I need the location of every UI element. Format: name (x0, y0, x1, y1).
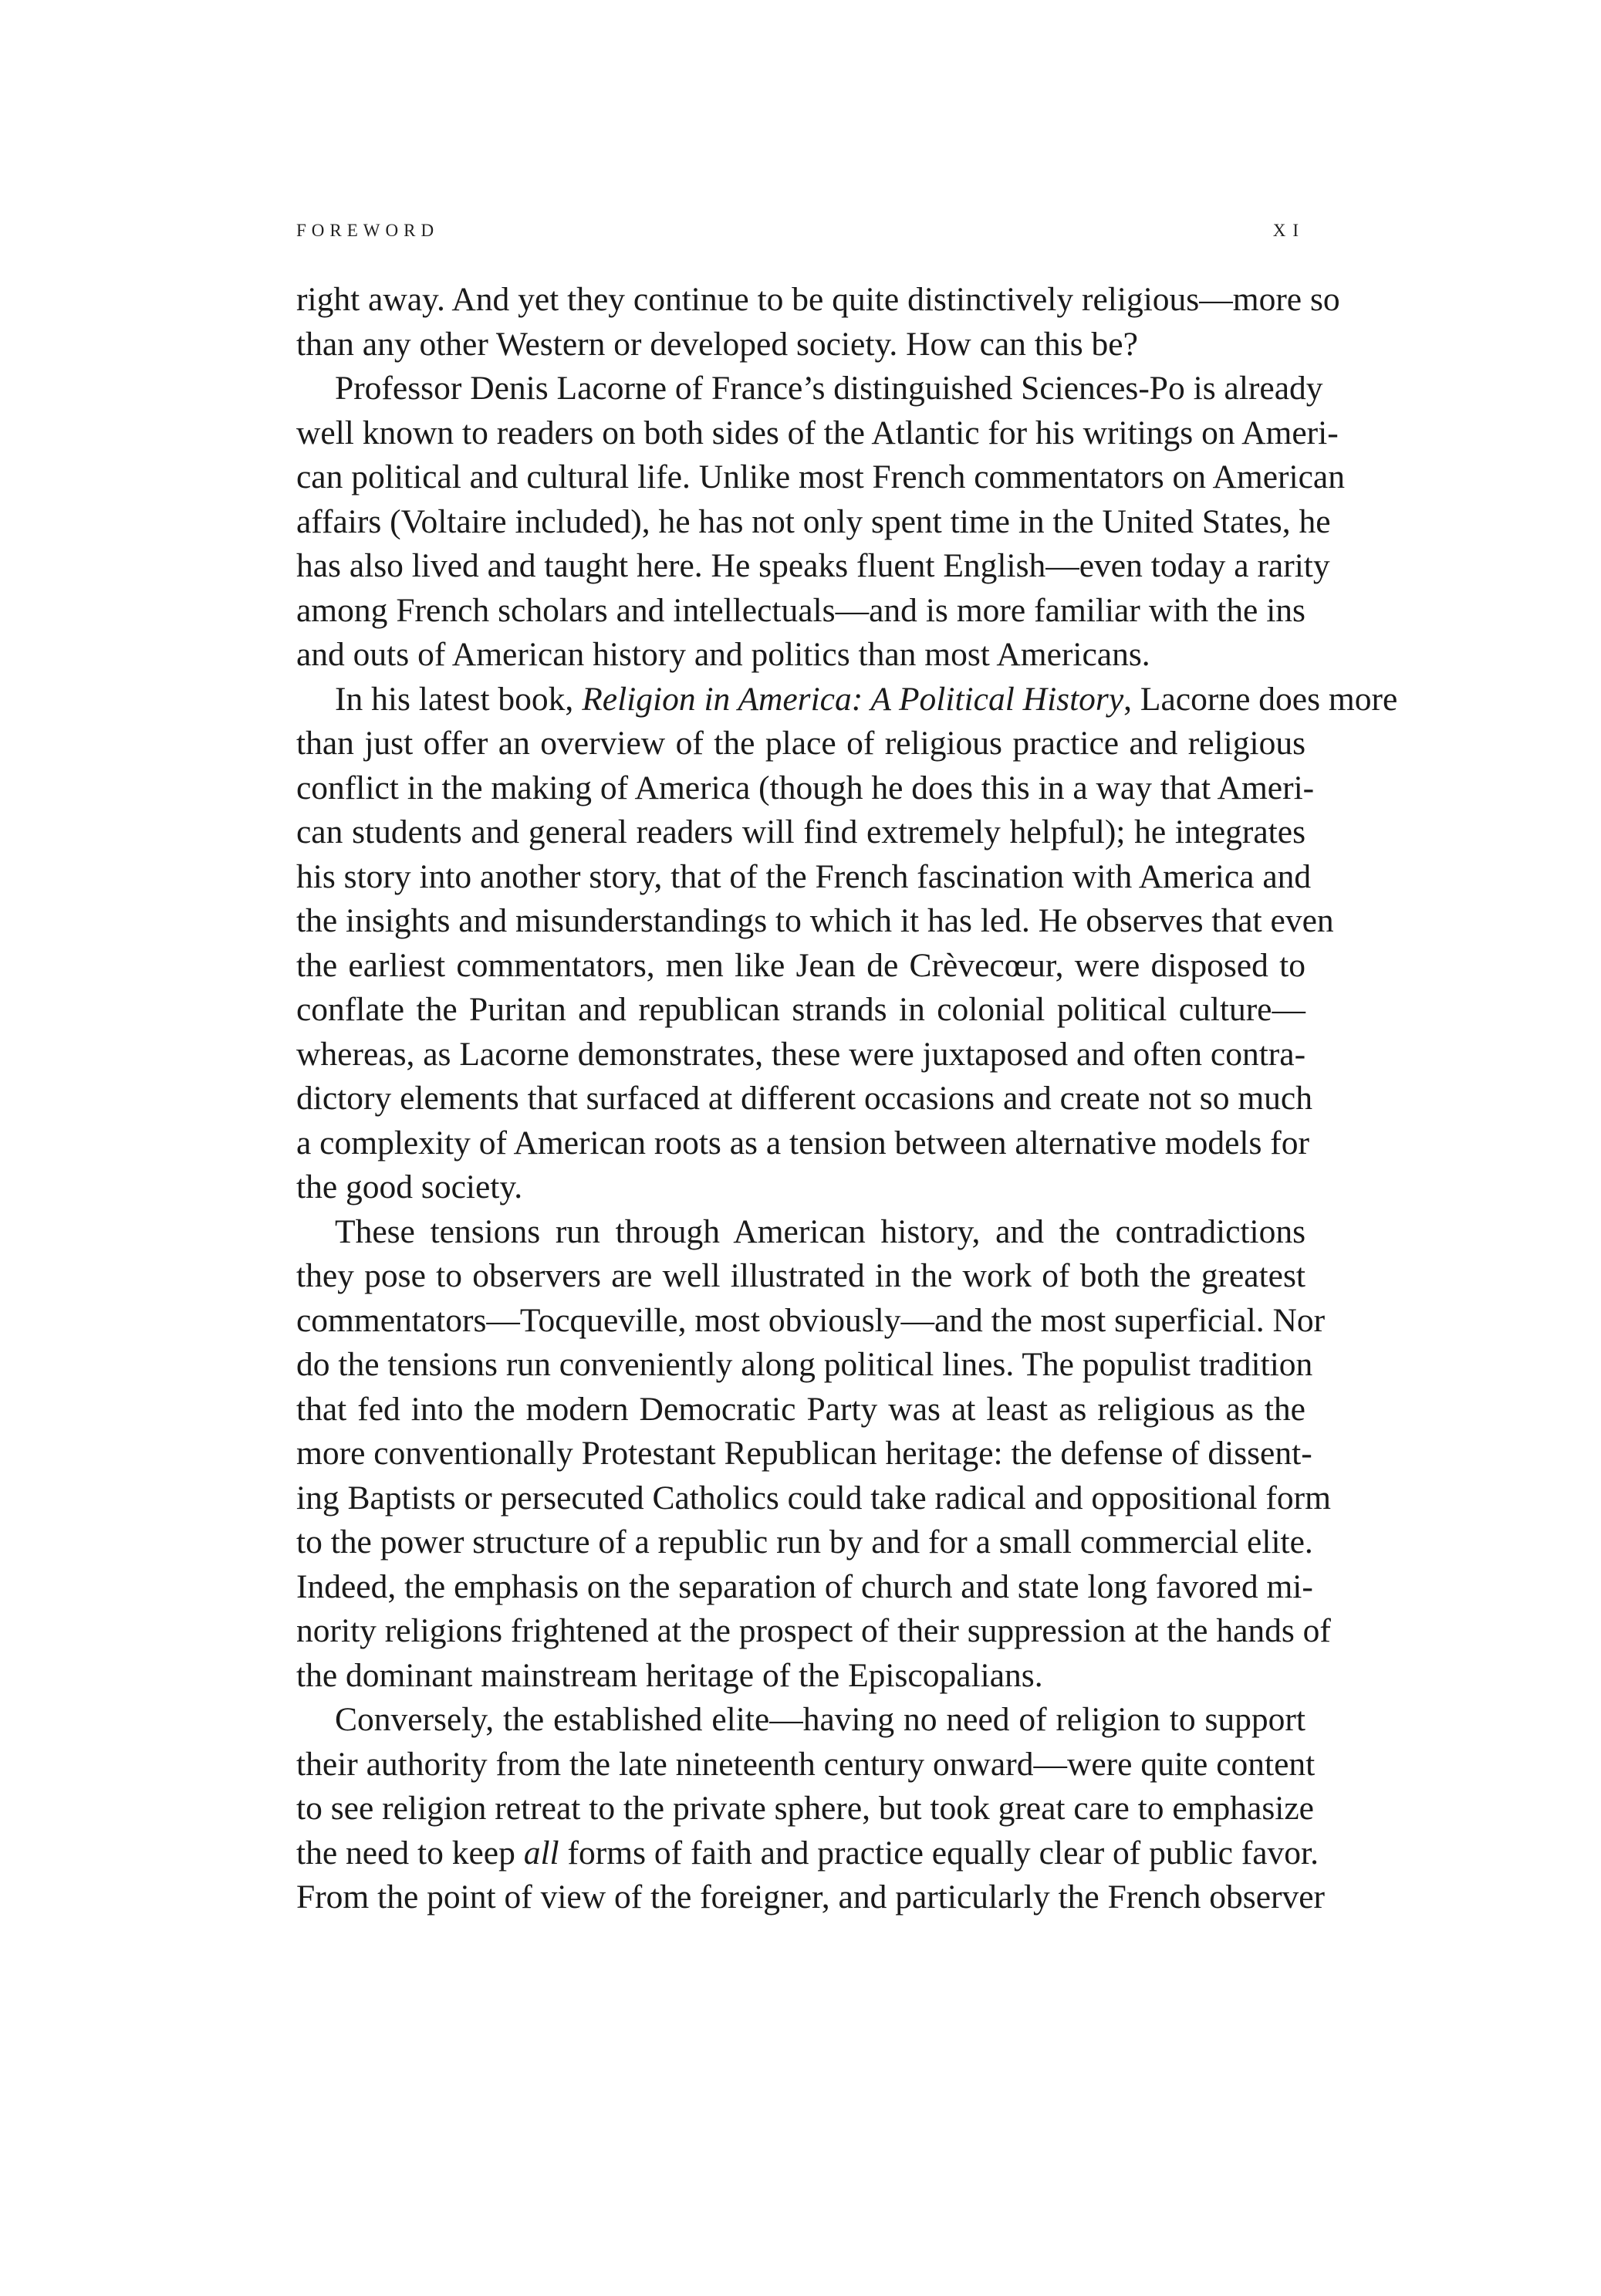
paragraph (296, 278, 1340, 367)
text-line: Indeed, the emphasis on the separation of church and state long favored mi- (296, 1567, 1313, 1605)
text-run: In his latest book, (335, 680, 583, 718)
text-line: dictory elements that surfaced at different occasions and create not so much (296, 1080, 1312, 1117)
text-line: the dominant mainstream heritage of the Episcopalians. (296, 1656, 1043, 1694)
body-text (296, 278, 1398, 1920)
text-line: than just offer an overview of the place of religious practice and religious (296, 725, 1305, 762)
text-line: to the power structure of a republic run by and for a small commercial elite. (296, 1523, 1313, 1561)
text-line: From the point of view of the foreigner, and particularly the French observer (296, 1878, 1326, 1916)
text-line: These tensions run through American history, and the contradictions (335, 1212, 1305, 1250)
emphasis: all (523, 1834, 559, 1872)
text-line: whereas, as Lacorne demonstrates, these were juxtaposed and often contra- (296, 1035, 1306, 1073)
text-line: more conventionally Protestant Republican heritage: the defense of dissent- (296, 1435, 1312, 1472)
page-number: XI (1272, 221, 1305, 240)
text-line: Professor Denis Lacorne of France’s distinguished Sciences-Po is already (335, 370, 1323, 407)
paragraph (296, 1210, 1331, 1699)
text-line: do the tensions run conveniently along political lines. The populist tradition (296, 1346, 1313, 1383)
paragraph (296, 367, 1345, 678)
paragraph (296, 1698, 1326, 1920)
text-line: commentators—Tocqueville, most obviously—and the most superficial. Nor (296, 1301, 1326, 1339)
text-line: can students and general readers will find extremely helpful); he integrates (296, 813, 1305, 850)
text-line: can political and cultural life. Unlike most French commentators on American (296, 458, 1345, 495)
text-run: forms of faith and practice equally clear of public favor. (559, 1834, 1319, 1872)
text-line: right away. And yet they continue to be quite distinctively religious—more so (296, 281, 1340, 318)
paragraph (296, 678, 1398, 1210)
text-line: the good society. (296, 1168, 523, 1205)
text-line: to see religion retreat to the private sphere, but took great care to emphasize (296, 1790, 1314, 1827)
running-head-title: FOREWORD (296, 221, 440, 240)
text-line: conflict in the making of America (though he does this in a way that Ameri- (296, 769, 1315, 806)
text-line: his story into another story, that of the French fascination with America and (296, 857, 1312, 895)
text-run: , Lacorne does more (1123, 680, 1398, 718)
text-line: the insights and misunderstandings to which it has led. He observes that even (296, 902, 1334, 939)
text-line: their authority from the late nineteenth century onward—were quite content (296, 1745, 1316, 1783)
text-line: they pose to observers are well illustrated in the work of both the greatest (296, 1257, 1305, 1294)
text-line: Conversely, the established elite—having no need of religion to support (335, 1701, 1305, 1738)
text-line: and outs of American history and politics than most Americans. (296, 636, 1150, 673)
text-line: the earliest commentators, men like Jean de Crèvecœur, were disposed to (296, 946, 1305, 984)
text-line: a complexity of American roots as a tension between alternative models for (296, 1124, 1310, 1162)
running-head (296, 221, 1305, 244)
text-line (296, 1831, 1319, 1876)
text-line (296, 678, 1398, 722)
text-line: conflate the Puritan and republican strands in colonial political culture— (296, 991, 1305, 1028)
text-line: well known to readers on both sides of the Atlantic for his writings on Ameri- (296, 414, 1339, 451)
text-line: that fed into the modern Democratic Party was at least as religious as the (296, 1390, 1305, 1428)
text-line: nority religions frightened at the prospect of their suppression at the hands of (296, 1612, 1331, 1649)
text-line: affairs (Voltaire included), he has not only spent time in the United States, he (296, 502, 1331, 540)
text-line: among French scholars and intellectuals—and is more familiar with the ins (296, 591, 1305, 629)
text-run: the need to keep (296, 1834, 524, 1872)
text-line: ing Baptists or persecuted Catholics could take radical and oppositional form (296, 1479, 1331, 1517)
text-line: has also lived and taught here. He speaks fluent English—even today a rarity (296, 547, 1330, 584)
book-title: Religion in America: A Political History (582, 680, 1124, 718)
text-line: than any other Western or developed society. How can this be? (296, 325, 1138, 363)
